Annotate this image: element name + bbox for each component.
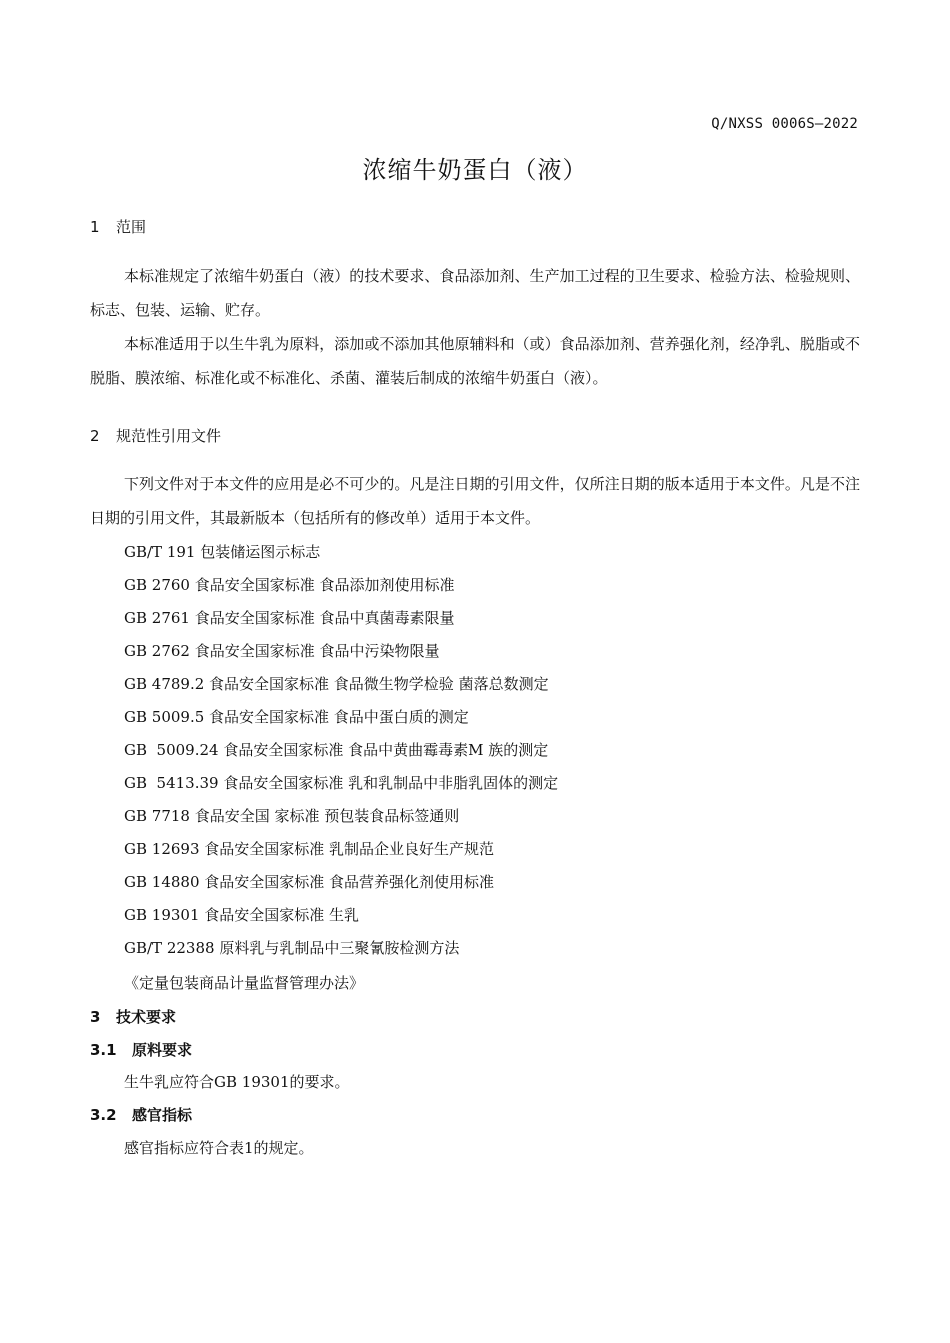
section-number: 3.2	[90, 1106, 117, 1124]
standard-code: Q/NXSS 0006S—2022	[711, 116, 858, 132]
reference-item: GB 2762 食品安全国家标准 食品中污染物限量	[124, 642, 440, 660]
reference-item: GB/T 22388 原料乳与乳制品中三聚氰胺检测方法	[124, 939, 460, 957]
section-3-1-text: 生牛乳应符合GB 19301的要求。	[124, 1073, 350, 1091]
reference-item: GB 19301 食品安全国家标准 生乳	[124, 906, 360, 924]
section-title: 感官指标	[132, 1106, 193, 1124]
section-title: 范围	[116, 218, 147, 236]
section-2-intro: 下列文件对于本文件的应用是必不可少的。凡是注日期的引用文件，仅所注日期的版本适用于本文件。凡是不注日期的引用文件，其最新版本（包括所有的修改单）适用于本文件。	[90, 475, 860, 527]
reference-item: 《定量包装商品计量监督管理办法》	[124, 974, 365, 992]
reference-item: GB 5413.39 食品安全国家标准 乳和乳制品中非脂乳固体的测定	[124, 774, 559, 792]
reference-item: GB 4789.2 食品安全国家标准 食品微生物学检验 菌落总数测定	[124, 675, 549, 693]
section-title: 规范性引用文件	[116, 427, 222, 445]
section-number: 3	[90, 1008, 101, 1026]
section-3-2-text: 感官指标应符合表1的规定。	[124, 1139, 314, 1157]
reference-item: GB/T 191 包装储运图示标志	[124, 543, 321, 561]
reference-item: GB 2761 食品安全国家标准 食品中真菌毒素限量	[124, 609, 455, 627]
reference-item: GB 5009.24 食品安全国家标准 食品中黄曲霉毒素M 族的测定	[124, 741, 549, 759]
document-title: 浓缩牛奶蛋白（液）	[362, 156, 588, 184]
section-number: 2	[90, 427, 100, 445]
section-number: 1	[90, 218, 100, 236]
section-1-paragraph-2: 本标准适用于以生牛乳为原料，添加或不添加其他原辅料和（或）食品添加剂、营养强化剂，经净乳、脱脂或不脱脂、膜浓缩、标准化或不标准化、杀菌、灌装后制成的浓缩牛奶蛋白（液）。	[90, 335, 860, 387]
reference-item: GB 7718 食品安全国 家标准 预包装食品标签通则	[124, 807, 460, 825]
reference-item: GB 5009.5 食品安全国家标准 食品中蛋白质的测定	[124, 708, 469, 726]
reference-item: GB 12693 食品安全国家标准 乳制品企业良好生产规范	[124, 840, 495, 858]
reference-item: GB 2760 食品安全国家标准 食品添加剂使用标准	[124, 576, 455, 594]
section-3-heading	[90, 1006, 176, 1027]
section-3-2-heading	[90, 1104, 192, 1125]
section-2-heading	[90, 425, 221, 446]
section-1-heading	[90, 216, 146, 237]
section-1-paragraph-1: 本标准规定了浓缩牛奶蛋白（液）的技术要求、食品添加剂、生产加工过程的卫生要求、检验方法、检验规则、标志、包装、运输、贮存。	[90, 267, 860, 319]
section-title: 技术要求	[116, 1008, 177, 1026]
reference-item: GB 14880 食品安全国家标准 食品营养强化剂使用标准	[124, 873, 495, 891]
section-3-1-heading	[90, 1039, 192, 1060]
section-number: 3.1	[90, 1041, 117, 1059]
section-title: 原料要求	[132, 1041, 193, 1059]
